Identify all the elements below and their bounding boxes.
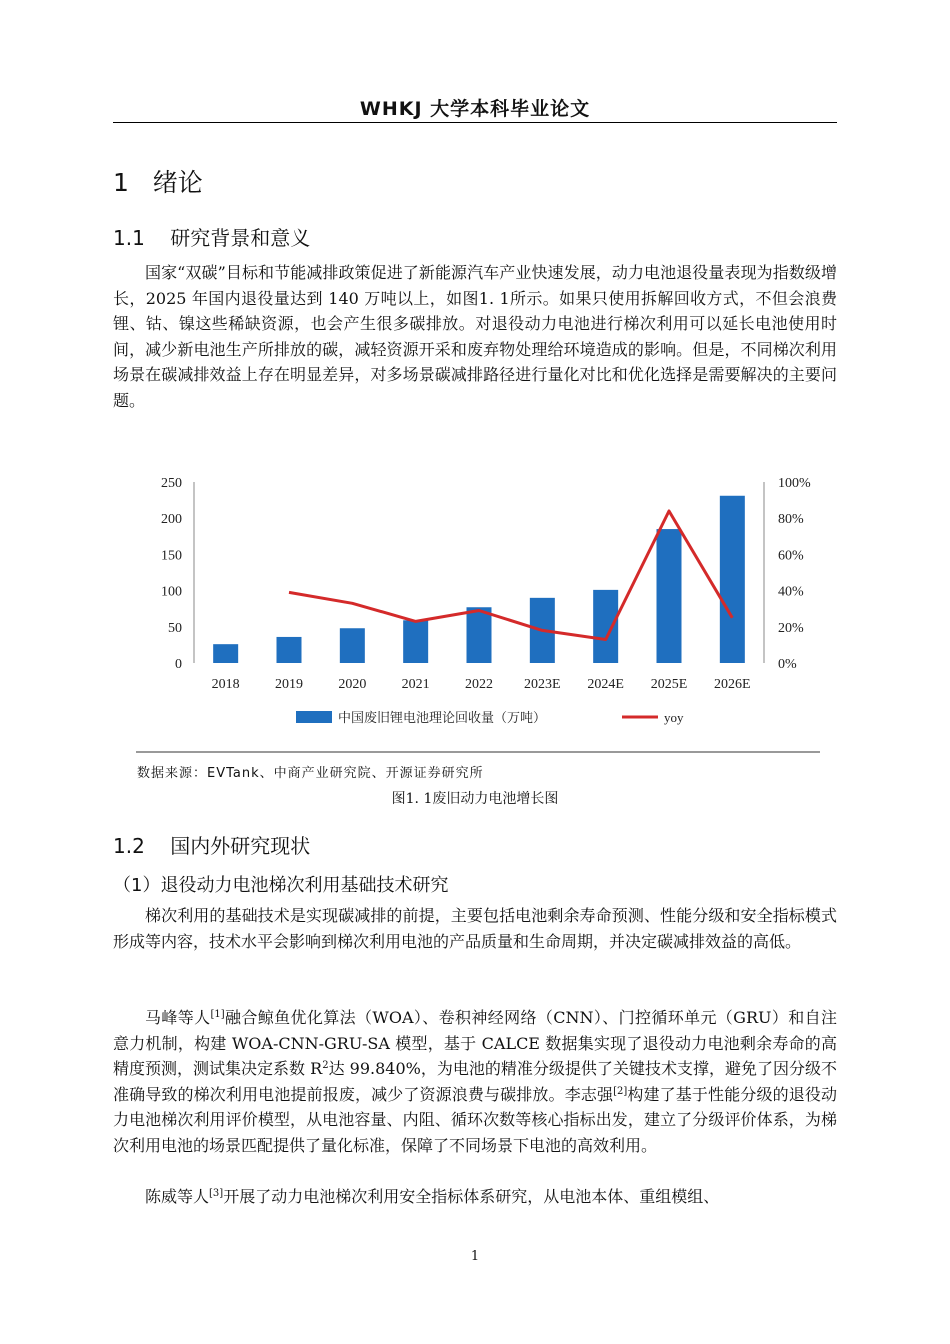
paragraph-research-2 [113,1184,837,1210]
page-number: 1 [470,1249,480,1264]
x-tick-label: 2018 [211,677,240,692]
section-heading-1 [113,163,203,199]
legend-bar-swatch [296,711,332,723]
bar-2020 [340,628,365,663]
citation-ref: [2] [613,1085,628,1097]
right-tick-label: 0% [778,657,797,672]
section-title: 绪论 [152,168,203,197]
section-number: 1.1 [113,226,145,250]
figure-caption: 图1. 1废旧动力电池增长图 [391,791,559,807]
x-tick-label: 2019 [275,677,303,692]
bar-2025E [657,529,682,663]
superscript: 2 [322,1060,329,1071]
section-heading-1-2 [113,830,310,859]
text-run: 陈威等人 [145,1187,210,1206]
left-tick-label: 50 [168,620,182,636]
legend-line-label: yoy [664,710,684,725]
page-header: WHKJ 大学本科毕业论文 [113,94,837,123]
left-tick-label: 250 [161,476,182,491]
paragraph-basic-tech: 梯次利用的基础技术是实现碳减排的前提，主要包括电池剩余寿命预测、性能分级和安全指标模式形成等内容，技术水平会影响到梯次利用电池的产品质量和生命周期，并决定碳减排效益的高低。 [113,906,837,951]
text-run: 达 99.840%，为电池的精准分级提供了关键技术支撑，避免了因分级不准确导致的梯次利用电池提前报废，减少了资源浪费与碳排放。李志强 [113,1059,837,1104]
x-tick-label: 2023E [524,677,561,692]
paragraph-background: 国家“双碳”目标和节能减排政策促进了新能源汽车产业快速发展，动力电池退役量表现为指数级增长，2025 年国内退役量达到 140 万吨以上，如图1. 1所示。如果只使用拆解回收方式，不但会浪费锂、钴、镍这些稀缺资源，也会产生很多碳排放。对退役动力电池进行梯次利用可以延长电池使用时间，减少新电池生产所排放的碳，减轻资源开采和废弃物处理给环境造成的影响。但是，不同梯次利用场景在碳减排效益上存在明显差异，对多场景碳减排路径进行量化对比和优化选择是需要解决的主要问题。 [113,263,837,410]
left-tick-label: 150 [161,548,182,564]
citation-ref: [1] [210,1009,225,1020]
text-run: 融合鲸鱼优化算法（WOA）、卷积神经网络（CNN）、门控循环单元（GRU）和自注意力机制，构建 WOA-CNN-GRU-SA 模型，基于 CALCE 数据集实现了退役动力电池剩余寿命的高精度预测，测试集决定系数 R [113,1008,837,1078]
x-tick-label: 2020 [338,677,367,692]
citation-ref: [3] [209,1188,224,1199]
right-tick-label: 60% [778,548,804,564]
section-number: 1.2 [113,834,145,858]
x-tick-label: 2024E [587,677,624,692]
battery-growth-chart [130,466,824,766]
right-tick-label: 20% [778,620,804,636]
section-number: 1 [113,168,129,197]
bar-2022 [467,607,492,663]
paragraph-research-1 [113,1005,837,1158]
text-run: 马峰等人 [145,1008,211,1027]
right-tick-label: 80% [778,512,804,528]
x-tick-label: 2021 [401,677,430,692]
bar-2021 [403,620,428,663]
left-tick-label: 200 [161,512,182,528]
chart-source: 数据来源：EVTank、中商产业研究院、开源证券研究所 [137,766,484,781]
x-tick-label: 2026E [714,677,751,692]
text-run: 开展了动力电池梯次利用安全指标体系研究，从电池本体、重组模组、 [223,1187,720,1206]
text-run: 构建了基于性能分级的退役动力电池梯次利用评价模型，从电池容量、内阻、循环次数等核心指标出发，建立了分级评价体系，为梯次利用电池的场景匹配提供了量化标准，保障了不同场景下电池的高效利用。 [113,1084,837,1155]
subsection-heading: （1）退役动力电池梯次利用基础技术研究 [113,875,449,896]
bar-2018 [213,644,238,663]
right-tick-label: 100% [778,476,811,491]
x-tick-label: 2022 [465,677,493,692]
bar-2026E [720,496,745,663]
section-heading-1-1 [113,222,310,251]
bar-2019 [277,637,302,663]
left-tick-label: 100 [161,584,182,600]
x-tick-label: 2025E [650,677,688,692]
left-tick-label: 0 [175,657,182,672]
right-tick-label: 40% [778,584,804,600]
section-title: 国内外研究现状 [170,834,311,858]
section-title: 研究背景和意义 [170,226,311,250]
bar-2024E [593,590,618,663]
legend-bar-label: 中国废旧锂电池理论回收量（万吨） [338,710,547,725]
